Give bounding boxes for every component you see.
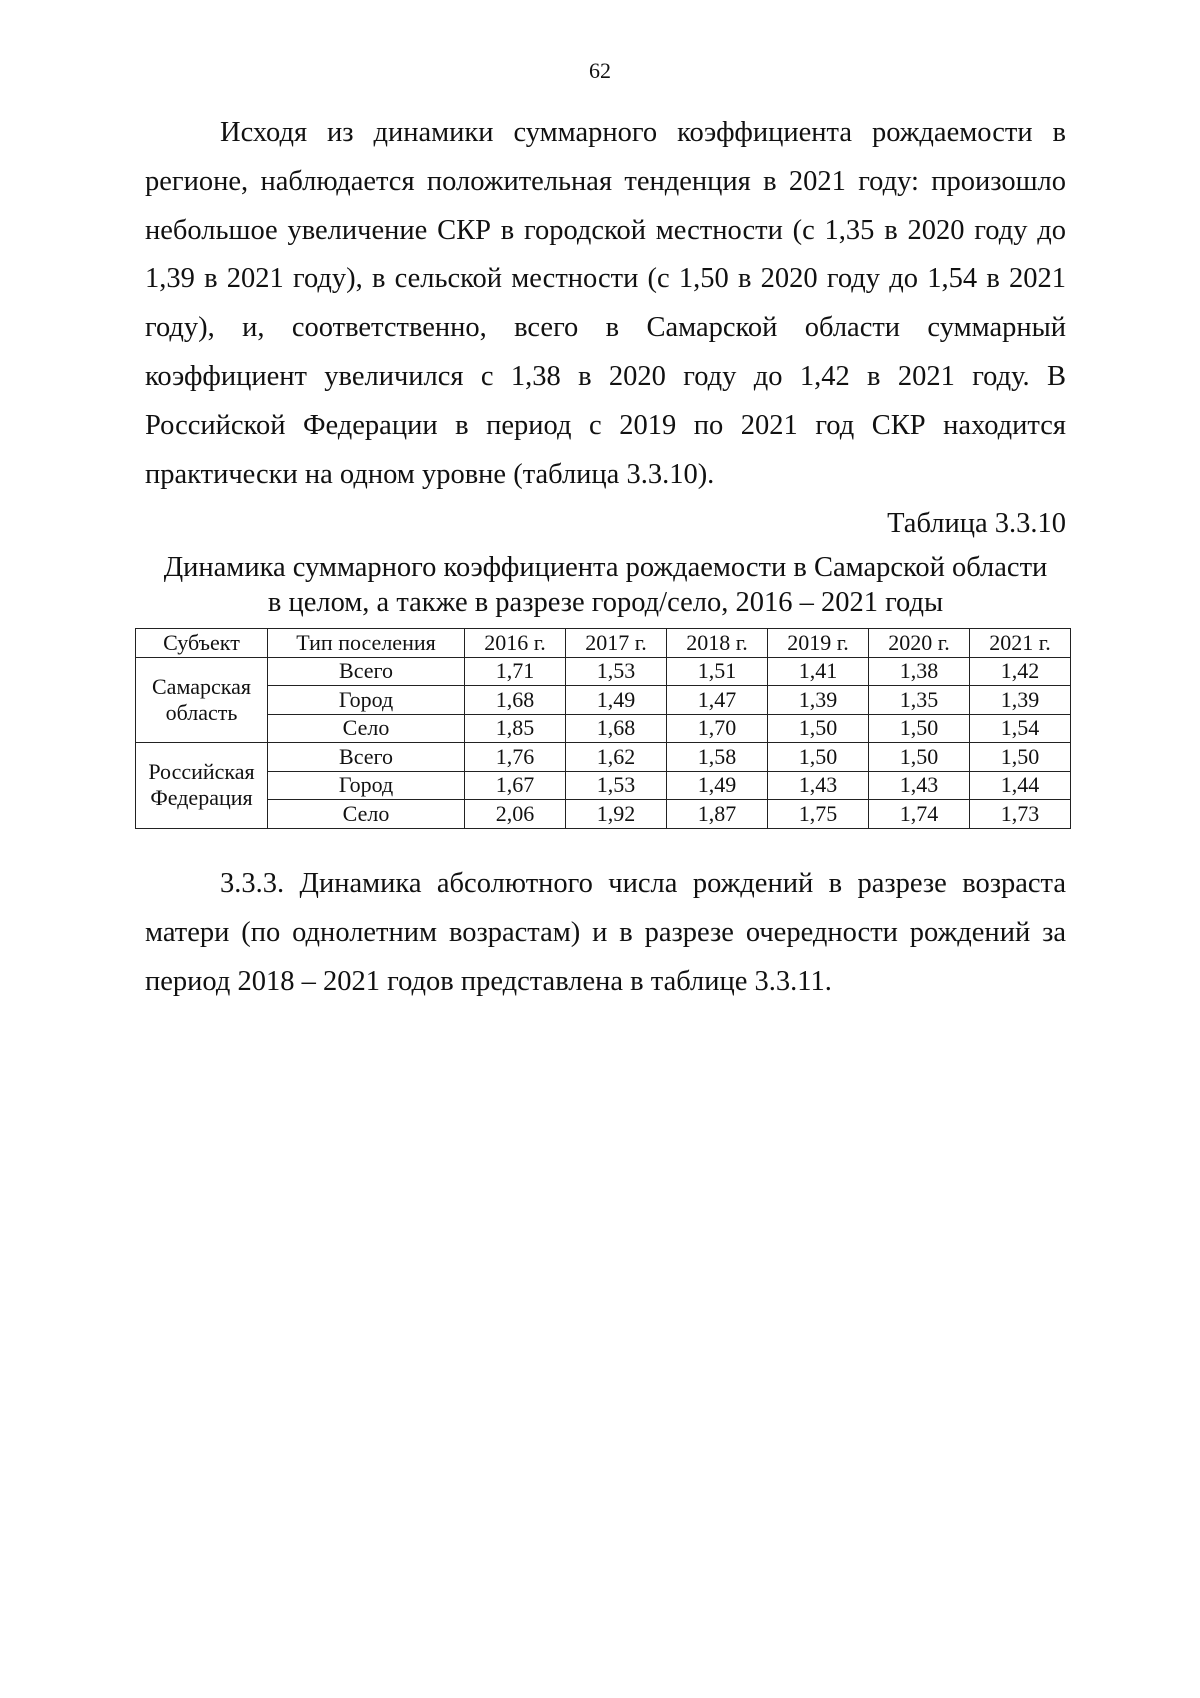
value-cell: 1,38 <box>869 657 970 686</box>
value-cell: 1,87 <box>667 800 768 829</box>
value-cell: 1,62 <box>566 743 667 772</box>
header-subject: Субъект <box>136 629 268 658</box>
settlement-type-cell: Город <box>268 771 465 800</box>
subject-line: Российская <box>148 759 255 785</box>
value-cell: 1,54 <box>970 714 1071 743</box>
subject-cell <box>136 743 268 829</box>
value-cell: 1,39 <box>970 686 1071 715</box>
settlement-type-cell: Всего <box>268 657 465 686</box>
body-paragraph-fertility-trend: Исходя из динамики суммарного коэффициента рождаемости в регионе, наблюдается положительная тенденция в 2021 году: произошло небольшое увеличение СКР в городской местности (с 1,35 в 2020 году до 1,39 в 2021 году), в сельской местности (с 1,50 в 2020 году до 1,54 в 2021 году), и, соответственно, всего в Самарской области суммарный коэффициент увеличился с 1,38 в 2020 году до 1,42 в 2021 году. В Российской Федерации в период с 2019 по 2021 год СКР находится практически на одном уровне (таблица 3.3.10). <box>145 117 1066 490</box>
value-cell: 1,71 <box>465 657 566 686</box>
settlement-type-cell: Город <box>268 686 465 715</box>
value-cell: 2,06 <box>465 800 566 829</box>
value-cell: 1,41 <box>768 657 869 686</box>
table-title-line-2: в целом, а также в разрезе город/село, 2016 – 2021 годы <box>267 587 944 618</box>
value-cell: 1,42 <box>970 657 1071 686</box>
table-title <box>145 550 1066 620</box>
header-year: 2017 г. <box>566 629 667 658</box>
value-cell: 1,50 <box>869 743 970 772</box>
value-cell: 1,53 <box>566 657 667 686</box>
value-cell: 1,75 <box>768 800 869 829</box>
value-cell: 1,73 <box>970 800 1071 829</box>
header-year: 2019 г. <box>768 629 869 658</box>
header-year: 2021 г. <box>970 629 1071 658</box>
header-year: 2016 г. <box>465 629 566 658</box>
value-cell: 1,50 <box>768 714 869 743</box>
subject-line: Самарская <box>152 673 251 699</box>
header-year: 2018 г. <box>667 629 768 658</box>
value-cell: 1,53 <box>566 771 667 800</box>
value-cell: 1,50 <box>970 743 1071 772</box>
subject-line: Федерация <box>150 785 253 811</box>
value-cell: 1,85 <box>465 714 566 743</box>
table-row <box>136 771 1071 800</box>
value-cell: 1,50 <box>869 714 970 743</box>
table-row <box>136 800 1071 829</box>
value-cell: 1,44 <box>970 771 1071 800</box>
settlement-type-cell: Село <box>268 714 465 743</box>
header-year: 2020 г. <box>869 629 970 658</box>
body-paragraph-section-3-3-3: 3.3.3. Динамика абсолютного числа рождений в разрезе возраста матери (по однолетним возрастам) и в разрезе очередности рождений за период 2018 – 2021 годов представлена в таблице 3.3.11. <box>145 868 1066 997</box>
subject-cell <box>136 657 268 743</box>
value-cell: 1,68 <box>566 714 667 743</box>
value-cell: 1,43 <box>869 771 970 800</box>
value-cell: 1,68 <box>465 686 566 715</box>
settlement-type-cell: Всего <box>268 743 465 772</box>
value-cell: 1,58 <box>667 743 768 772</box>
table-header-row <box>136 629 1071 658</box>
settlement-type-cell: Село <box>268 800 465 829</box>
table-title-line-1: Динамика суммарного коэффициента рождаемости в Самарской области <box>163 552 1048 583</box>
value-cell: 1,51 <box>667 657 768 686</box>
subject-line: область <box>165 699 238 725</box>
table-label: Таблица 3.3.10 <box>887 508 1066 539</box>
value-cell: 1,50 <box>768 743 869 772</box>
value-cell: 1,49 <box>566 686 667 715</box>
value-cell: 1,76 <box>465 743 566 772</box>
header-settlement-type: Тип поселения <box>268 629 465 658</box>
value-cell: 1,70 <box>667 714 768 743</box>
value-cell: 1,92 <box>566 800 667 829</box>
table-row <box>136 686 1071 715</box>
value-cell: 1,47 <box>667 686 768 715</box>
value-cell: 1,67 <box>465 771 566 800</box>
table-row <box>136 743 1071 772</box>
value-cell: 1,43 <box>768 771 869 800</box>
value-cell: 1,35 <box>869 686 970 715</box>
page-number: 62 <box>589 58 611 83</box>
table-row <box>136 714 1071 743</box>
value-cell: 1,39 <box>768 686 869 715</box>
value-cell: 1,49 <box>667 771 768 800</box>
table-row <box>136 657 1071 686</box>
fertility-rate-table <box>135 628 1071 829</box>
value-cell: 1,74 <box>869 800 970 829</box>
